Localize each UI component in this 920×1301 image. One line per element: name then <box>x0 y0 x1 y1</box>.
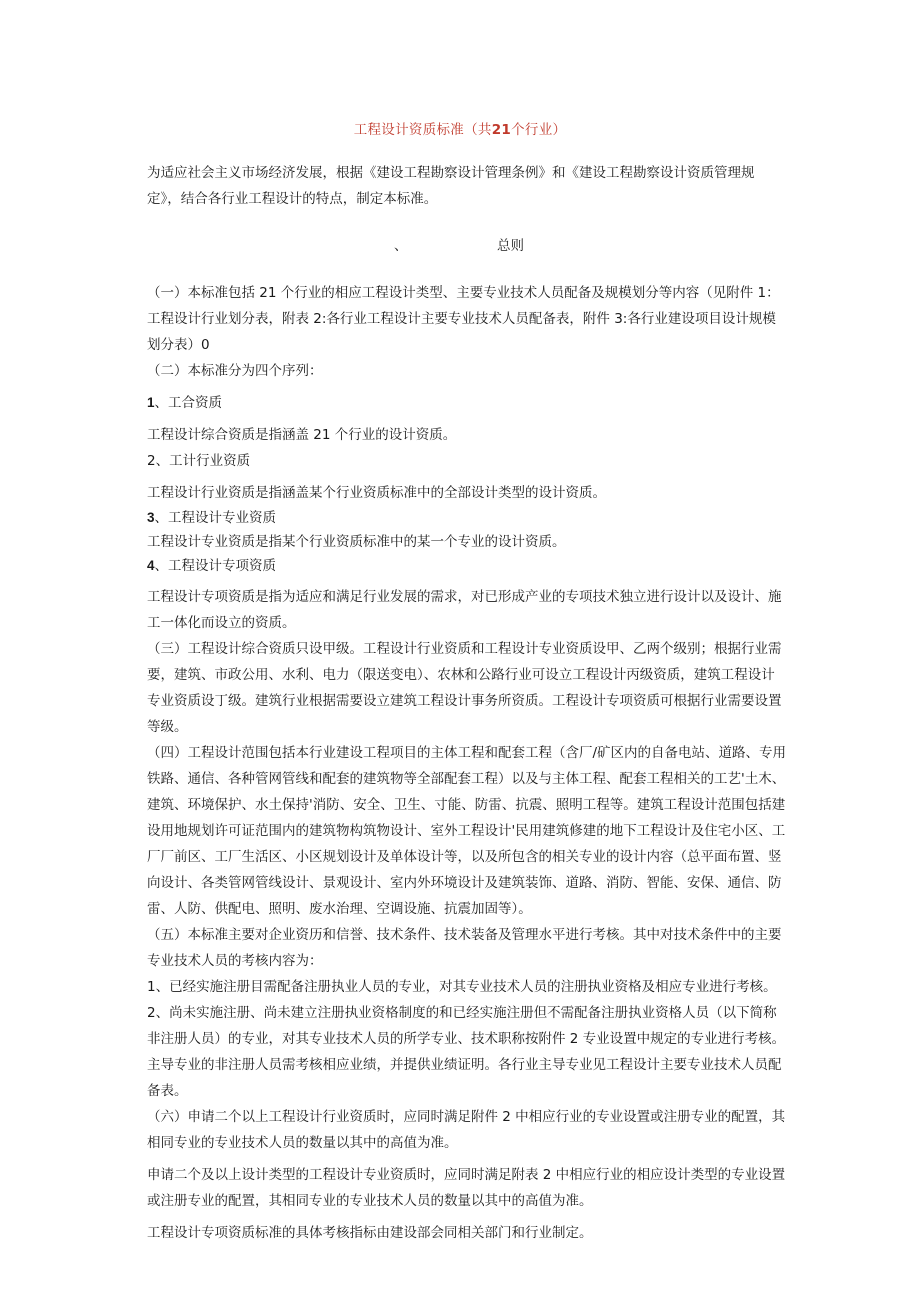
section-heading <box>0 234 920 254</box>
section-mark: 、 <box>394 238 408 254</box>
item-number-3: 3 <box>147 510 155 525</box>
paragraph-14: 1、已经实施注册目需配备注册执业人员的专业，对其专业技术人员的注册执业资格及相应专业进行考核。 <box>147 979 777 995</box>
paragraph-16: （六）申请二个以上工程设计行业资质时，应同时满足附件 2 中相应行业的专业设置或注册专业的配置，其相同专业的专业技术人员的数量以其中的高值为准。 <box>147 1109 786 1151</box>
paragraph-3 <box>147 390 787 416</box>
paragraph-9 <box>147 554 787 578</box>
paragraph-13: （五）本标准主要对企业资历和信誉、技术条件、技术装备及管理水平进行考核。其中对技术条件中的主要专业技术人员的考核内容为： <box>147 927 782 969</box>
document-title <box>0 118 920 138</box>
item-number-1: 1 <box>147 395 155 410</box>
title-suffix: 个行业） <box>511 122 567 138</box>
intro-paragraph: 为适应社会主义市场经济发展，根据《建设工程勘察设计管理条例》和《建设工程勘察设计资质管理规定》，结合各行业工程设计的特点，制定本标准。 <box>147 165 755 207</box>
paragraph-18: 工程设计专项资质标准的具体考核指标由建设部会同相关部门和行业制定。 <box>147 1225 593 1241</box>
section-label: 总则 <box>497 238 524 254</box>
paragraph-4: 工程设计综合资质是指涵盖 21 个行业的设计资质。 <box>147 427 457 443</box>
paragraph-1: （一）本标准包括 21 个行业的相应工程设计类型、主要专业技术人员配备及规模划分等内容（见附件 1：工程设计行业划分表，附表 2:各行业工程设计主要专业技术人员配备表，附件 3:各行业建设项目设计规模划分表）0 <box>147 285 780 353</box>
item-number-4: 4 <box>147 558 155 573</box>
paragraph-5: 2、工计行业资质 <box>147 453 251 469</box>
item-text-1: 、工合资质 <box>154 395 223 411</box>
paragraph-2: （二）本标准分为四个序列： <box>147 363 323 379</box>
paragraph-15: 2、尚未实施注册、尚未建立注册执业资格制度的和已经实施注册但不需配备注册执业资格人员（以下简称非注册人员）的专业，对其专业技术人员的所学专业、技术职称按附件 2 专业设置中规定的专业进行考核。主导专业的非注册人员需考核相应业绩，并提供业绩证明。各行业主导专业见工程设计主要专业技术人员配备表。 <box>147 1005 786 1099</box>
item-text-3: 、工程设计专业资质 <box>154 510 277 526</box>
paragraph-7 <box>147 506 787 530</box>
paragraph-12: （四）工程设计范围包括本行业建设工程项目的主体工程和配套工程（含厂/矿区内的自备电站、道路、专用铁路、通信、各种管网管线和配套的建筑物等全部配套工程）以及与主体工程、配套工程相关的工艺'土木、建筑、环境保护、水土保持'消防、安全、卫生、寸能、防雷、抗震、照明工程等。建筑工程设计范围包括建设用地规划许可证范围内的建筑物构筑物设计、室外工程设计'民用建筑修建的地下工程设计及住宅小区、工厂厂前区、工厂生活区、小区规划设计及单体设计等，以及所包含的相关专业的设计内容（总平面布置、竖向设计、各类管网管线设计、景观设计、室内外环境设计及建筑装饰、道路、消防、智能、安保、通信、防雷、人防、供配电、照明、废水治理、空调设施、抗震加固等）。 <box>147 745 787 917</box>
document-body <box>147 280 787 1246</box>
paragraph-17: 申请二个及以上设计类型的工程设计专业资质时，应同时满足附表 2 中相应行业的相应设计类型的专业设置或注册专业的配置，其相同专业的专业技术人员的数量以其中的高值为准。 <box>147 1167 786 1209</box>
title-number: 21 <box>491 122 512 138</box>
title-prefix: 工程设计资质标准（共 <box>353 122 492 138</box>
paragraph-8: 工程设计专业资质是指某个行业资质标准中的某一个专业的设计资质。 <box>147 534 566 550</box>
paragraph-11: （三）工程设计综合资质只设甲级。工程设计行业资质和工程设计专业资质设甲、乙两个级别；根据行业需要，建筑、市政公用、水利、电力（限送变电）、农林和公路行业可设立工程设计丙级资质，建筑工程设计专业资质设丁级。建筑行业根据需要设立建筑工程设计事务所资质。工程设计专项资质可根据行业需要设置等级。 <box>147 641 782 735</box>
item-text-4: 、工程设计专项资质 <box>154 558 277 574</box>
paragraph-10: 工程设计专项资质是指为适应和满足行业发展的需求，对已形成产业的专项技术独立进行设计以及设计、施工一体化而设立的资质。 <box>147 589 782 631</box>
paragraph-6: 工程设计行业资质是指涵盖某个行业资质标准中的全部设计类型的设计资质。 <box>147 485 606 501</box>
